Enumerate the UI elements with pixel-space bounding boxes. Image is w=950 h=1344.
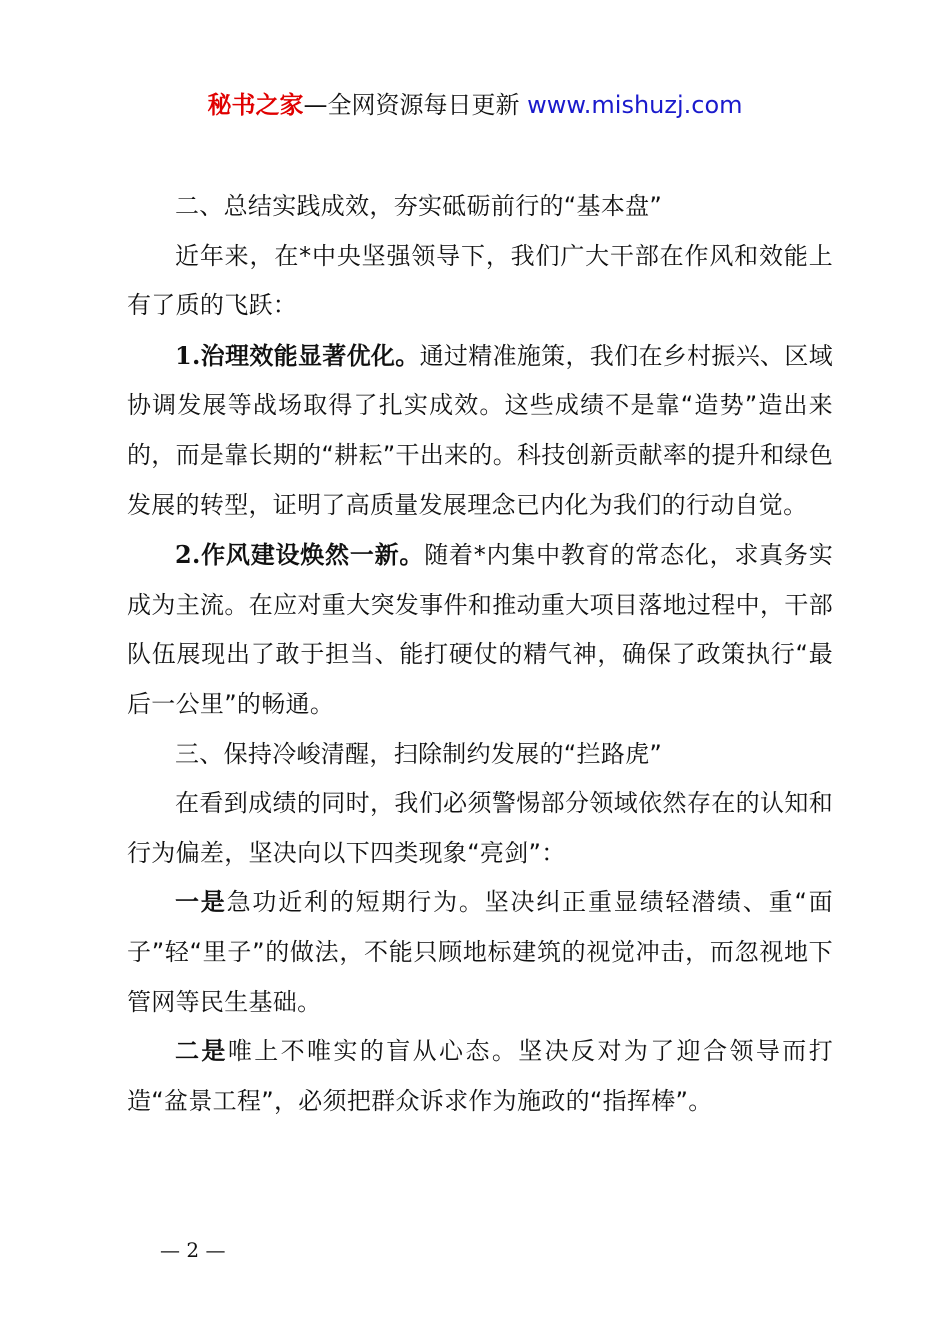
point-1-text: 通过精准施策，我们在乡村振兴、区域协调发展等战场取得了扎实成效。这些成绩不是靠“造势”造出来的，而是靠长期的“耕耘”干出来的。科技创新贡献率的提升和绿色发展的转型，证明了高质量发展理念已内化为我们的行动自觉。 (127, 341, 833, 519)
site-header (0, 86, 950, 124)
point-1-lead: 1.治理效能显著优化。 (175, 340, 420, 370)
section-heading-3: 三、保持冷峻清醒，扫除制约发展的“拦路虎” (175, 739, 663, 768)
issue-2-lead: 二是 (175, 1037, 228, 1066)
issue-1-lead: 一是 (175, 888, 227, 917)
paragraph-issue-1 (127, 878, 833, 1027)
issue-1-text: 急功近利的短期行为。坚决纠正重显绩轻潜绩、重“面子”轻“里子”的做法，不能只顾地标建筑的视觉冲击，而忽视地下管网等民生基础。 (127, 888, 833, 1016)
issue-2-text: 唯上不唯实的盲从心态。坚决反对为了迎合领导而打造“盆景工程”，必须把群众诉求作为施政的“指挥棒”。 (127, 1037, 833, 1115)
paragraph-point-1 (127, 331, 833, 530)
header-tagline: —全网资源每日更新 (303, 91, 528, 119)
page-number: — 2 — (160, 1238, 226, 1262)
section-heading-2: 二、总结实践成效，夯实砥砺前行的“基本盘” (175, 192, 663, 220)
paragraph-intro: 近年来，在*中央坚强领导下，我们广大干部在作风和效能上有了质的飞跃： (127, 241, 833, 320)
document-body (127, 182, 833, 1126)
paragraph-warning-intro: 在看到成绩的同时，我们必须警惕部分领域依然存在的认知和行为偏差，坚决向以下四类现象“亮剑”： (127, 789, 833, 867)
point-2-lead: 2.作风建设焕然一新。 (175, 540, 425, 570)
paragraph-issue-2 (127, 1027, 833, 1126)
brand-name: 秘书之家 (207, 91, 304, 119)
paragraph-point-2 (127, 530, 833, 729)
site-url-link[interactable]: www.mishuzj.com (527, 91, 743, 119)
point-2-text: 随着*内集中教育的常态化，求真务实成为主流。在应对重大突发事件和推动重大项目落地过程中，干部队伍展现出了敢于担当、能打硬仗的精气神，确保了政策执行“最后一公里”的畅通。 (127, 541, 833, 718)
